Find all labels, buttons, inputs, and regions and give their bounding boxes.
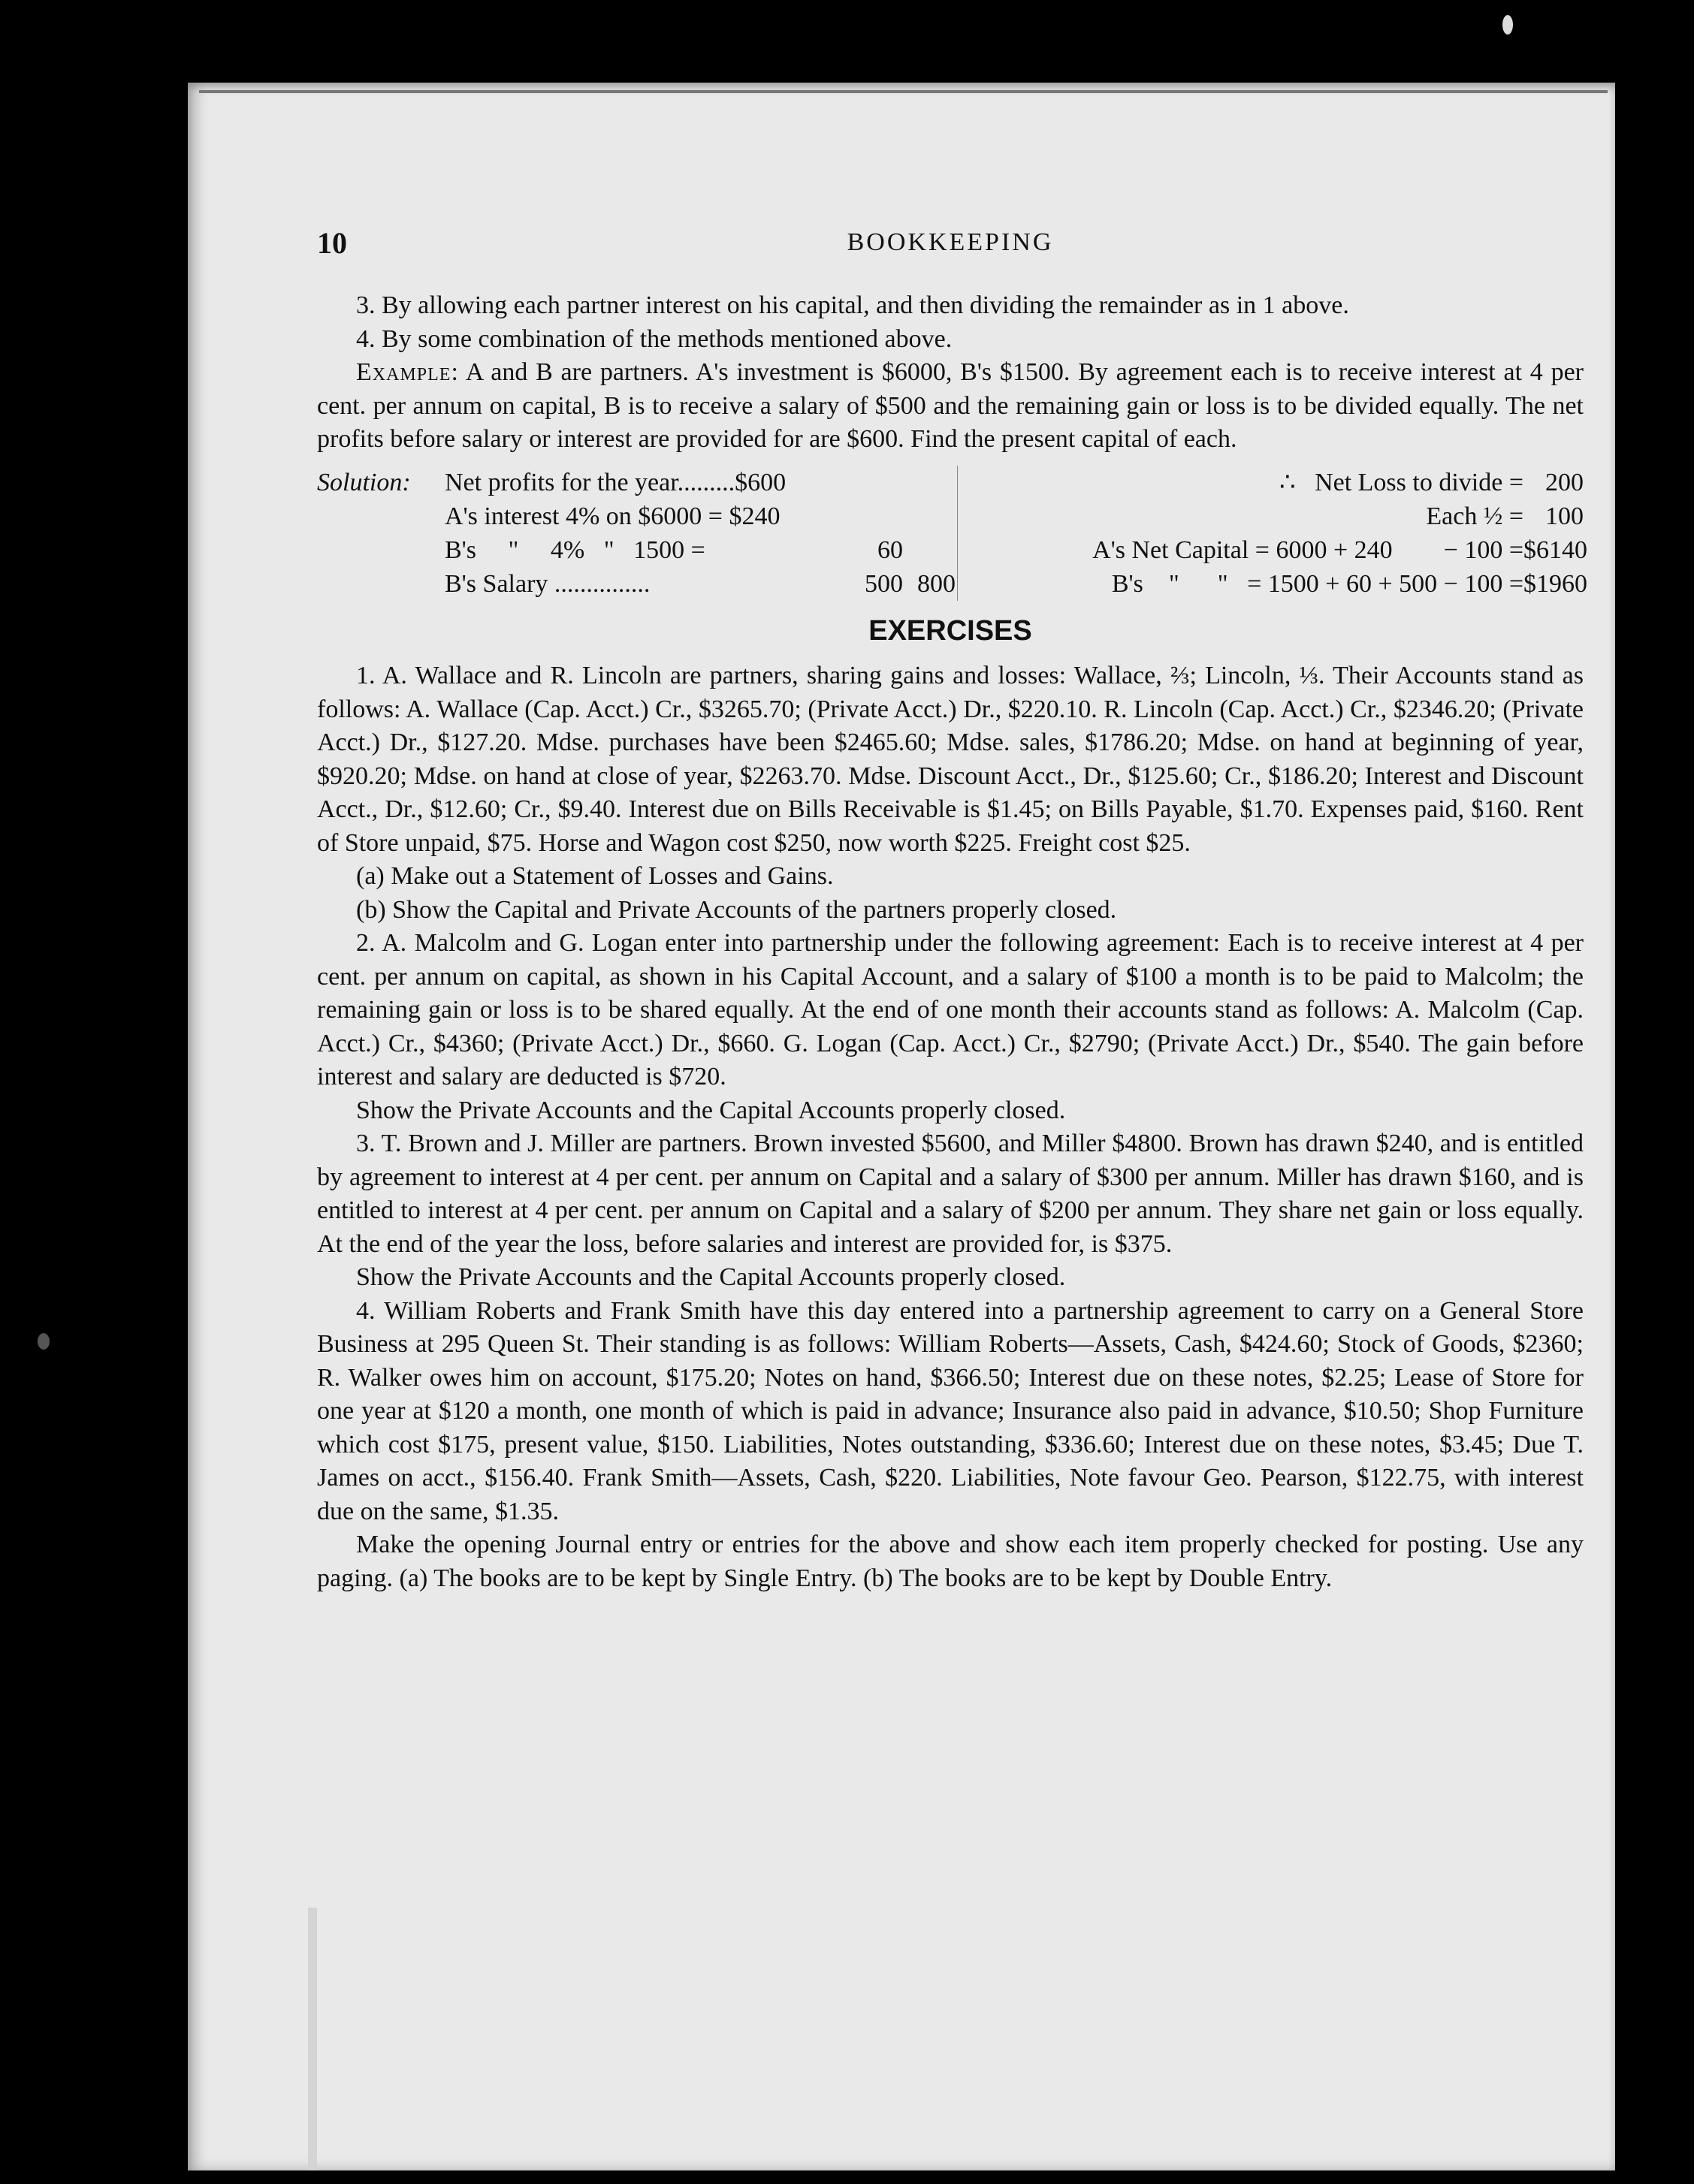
solution-label xyxy=(317,533,445,567)
exercise-4-instruction: Make the opening Journal entry or entries for the above and show each item properly checked for posting. Use any paging. (a) The books are to be kept by Single Entry. (b) The books are to be kept by Double Entry. xyxy=(317,1531,1584,1592)
intro-item-3: 3. By allowing each partner interest on his capital, and then dividing the remainder as in 1 above. xyxy=(356,291,1349,319)
solution-line: B's Salary ............... xyxy=(445,569,651,598)
exercises-heading: EXERCISES xyxy=(868,614,1032,647)
exercise-4: 4. William Roberts and Frank Smith have this day entered into a partnership agreement to carry on a General Store Business at 295 Queen St. Their standing is as follows: William Roberts—Assets, Cash, $424.60; Stock of Goods, $2360; R. Walker owes him on account, $175.20; Notes on hand, $366.50; Interest due on these notes, $2.25; Lease of Store for one year at $120 a month, one month of which is paid in advance; Insurance also paid in advance, $10.50; Shop Furniture which cost $175, present value, $150. Liabilities, Notes outstanding, $336.60; Interest due on these notes, $3.45; Due T. James on acct., $156.40. Frank Smith—Assets, Cash, $220. Liabilities, Note favour Geo. Pearson, $122.75, with interest due on the same, $1.35. xyxy=(317,1296,1584,1525)
solution-total: 800 xyxy=(917,569,956,598)
solution-line: ∴ Net Loss to divide = xyxy=(1279,468,1523,496)
intro-item-4: 4. By some combination of the methods mentioned above. xyxy=(356,324,953,353)
solution-label xyxy=(317,567,445,601)
solution-right-column xyxy=(958,466,1587,601)
scanned-page xyxy=(188,83,1615,2170)
solution-row xyxy=(317,567,957,601)
solution-total xyxy=(903,499,956,533)
solution-block xyxy=(317,466,1587,601)
exercise-2: 2. A. Malcolm and G. Logan enter into partnership under the following agreement: Each is to receive interest at 4 per cent. per annum on capital, as shown in his Capital Account, and a salary of $100 a month is to be paid to Malcolm; the remaining gain or loss is to be shared equally. At the end of one month their accounts stand as follows: A. Malcolm (Cap. Acct.) Cr., $4360; (Private Acct.) Dr., $660. G. Logan (Cap. Acct.) Cr., $2790; (Private Acct.) Dr., $540. The gain before interest and salary are deducted is $720. xyxy=(317,929,1584,1090)
solution-value: $1960 xyxy=(1523,569,1587,598)
solution-value xyxy=(850,499,903,533)
solution-row xyxy=(980,533,1587,567)
exercise-1b: (b) Show the Capital and Private Accounts of the partners properly closed. xyxy=(356,895,1117,924)
page-number: 10 xyxy=(317,226,347,260)
solution-line: Each ½ = xyxy=(1426,502,1523,530)
example-paragraph xyxy=(317,356,1584,457)
body-text xyxy=(317,289,1587,1595)
exercise-1: 1. A. Wallace and R. Lincoln are partners, sharing gains and losses: Wallace, ⅔; Lincoln, ⅓. Their Accounts stand as follows: A. Wallace (Cap. Acct.) Cr., $3265.70; (Private Acct.) Dr., $220.10. R. Lincoln (Cap. Acct.) Cr., $2346.20; (Private Acct.) Dr., $127.20. Mdse. purchases have been $2465.60; Mdse. sales, $1786.20; Mdse. on hand at beginning of year, $920.20; Mdse. on hand at close of year, $2263.70. Mdse. Discount Acct., Dr., $125.60; Cr., $186.20; Interest and Discount Acct., Dr., $12.60; Cr., $9.40. Interest due on Bills Receivable is $1.45; on Bills Payable, $1.70. Expenses paid, $160. Rent of Store unpaid, $75. Horse and Wagon cost $250, now worth $225. Freight cost $25. xyxy=(317,662,1584,857)
solution-value xyxy=(850,466,903,499)
solution-row xyxy=(317,466,957,499)
solution-value: 200 xyxy=(1545,468,1584,496)
solution-row xyxy=(980,466,1584,499)
exercise-3-instruction: Show the Private Accounts and the Capital Accounts properly closed. xyxy=(356,1263,1066,1291)
solution-line: A's interest 4% on $6000 = $240 xyxy=(445,502,781,530)
solution-row xyxy=(980,567,1587,601)
solution-total xyxy=(903,466,956,499)
solution-total xyxy=(903,533,956,567)
solution-value: $6140 xyxy=(1523,535,1587,564)
exercise-2-instruction: Show the Private Accounts and the Capital Accounts properly closed. xyxy=(356,1096,1066,1124)
solution-left-column xyxy=(317,466,958,601)
scan-speck xyxy=(1502,15,1513,35)
running-head: BOOKKEEPING xyxy=(847,228,1054,256)
solution-line: B's " " = 1500 + 60 + 500 − 100 = xyxy=(1111,569,1523,598)
page-edge-line xyxy=(199,90,1608,93)
exercise-3: 3. T. Brown and J. Miller are partners. Brown invested $5600, and Miller $4800. Brown has drawn $240, and is entitled by agreement to interest at 4 per cent. per annum on Capital and a salary of $300 per annum. Miller has drawn $160, and is entitled to interest at 4 per cent. per annum on Capital and a salary of $200 per annum. They share net gain or loss equally. At the end of the year the loss, before salaries and interest are provided for, is $375. xyxy=(317,1130,1584,1258)
solution-label xyxy=(317,499,445,533)
page-fold-shadow xyxy=(308,1908,317,2170)
solution-row xyxy=(317,533,957,567)
page-header xyxy=(317,225,1584,270)
solution-row xyxy=(317,499,957,533)
solution-value: 60 xyxy=(877,535,903,564)
solution-value: 500 xyxy=(865,569,903,598)
exercise-1a: (a) Make out a Statement of Losses and Gains. xyxy=(356,862,834,890)
solution-line: Net profits for the year.........$600 xyxy=(445,468,787,496)
solution-line: B's " 4% " 1500 = xyxy=(445,535,705,564)
solution-line: A's Net Capital = 6000 + 240 − 100 = xyxy=(1092,535,1523,564)
example-label: Example: xyxy=(356,358,459,386)
scan-speck xyxy=(38,1333,50,1350)
solution-label: Solution: xyxy=(317,468,411,496)
solution-row xyxy=(980,499,1584,533)
solution-value: 100 xyxy=(1545,502,1584,530)
example-text: A and B are partners. A's investment is $6000, B's $1500. By agreement each is to receive interest at 4 per cent. per annum on capital, B is to receive a salary of $500 and the remaining gain or loss is to be divided equally. The net profits before salary or interest are provided for are $600. Find the present capital of each. xyxy=(317,358,1584,453)
